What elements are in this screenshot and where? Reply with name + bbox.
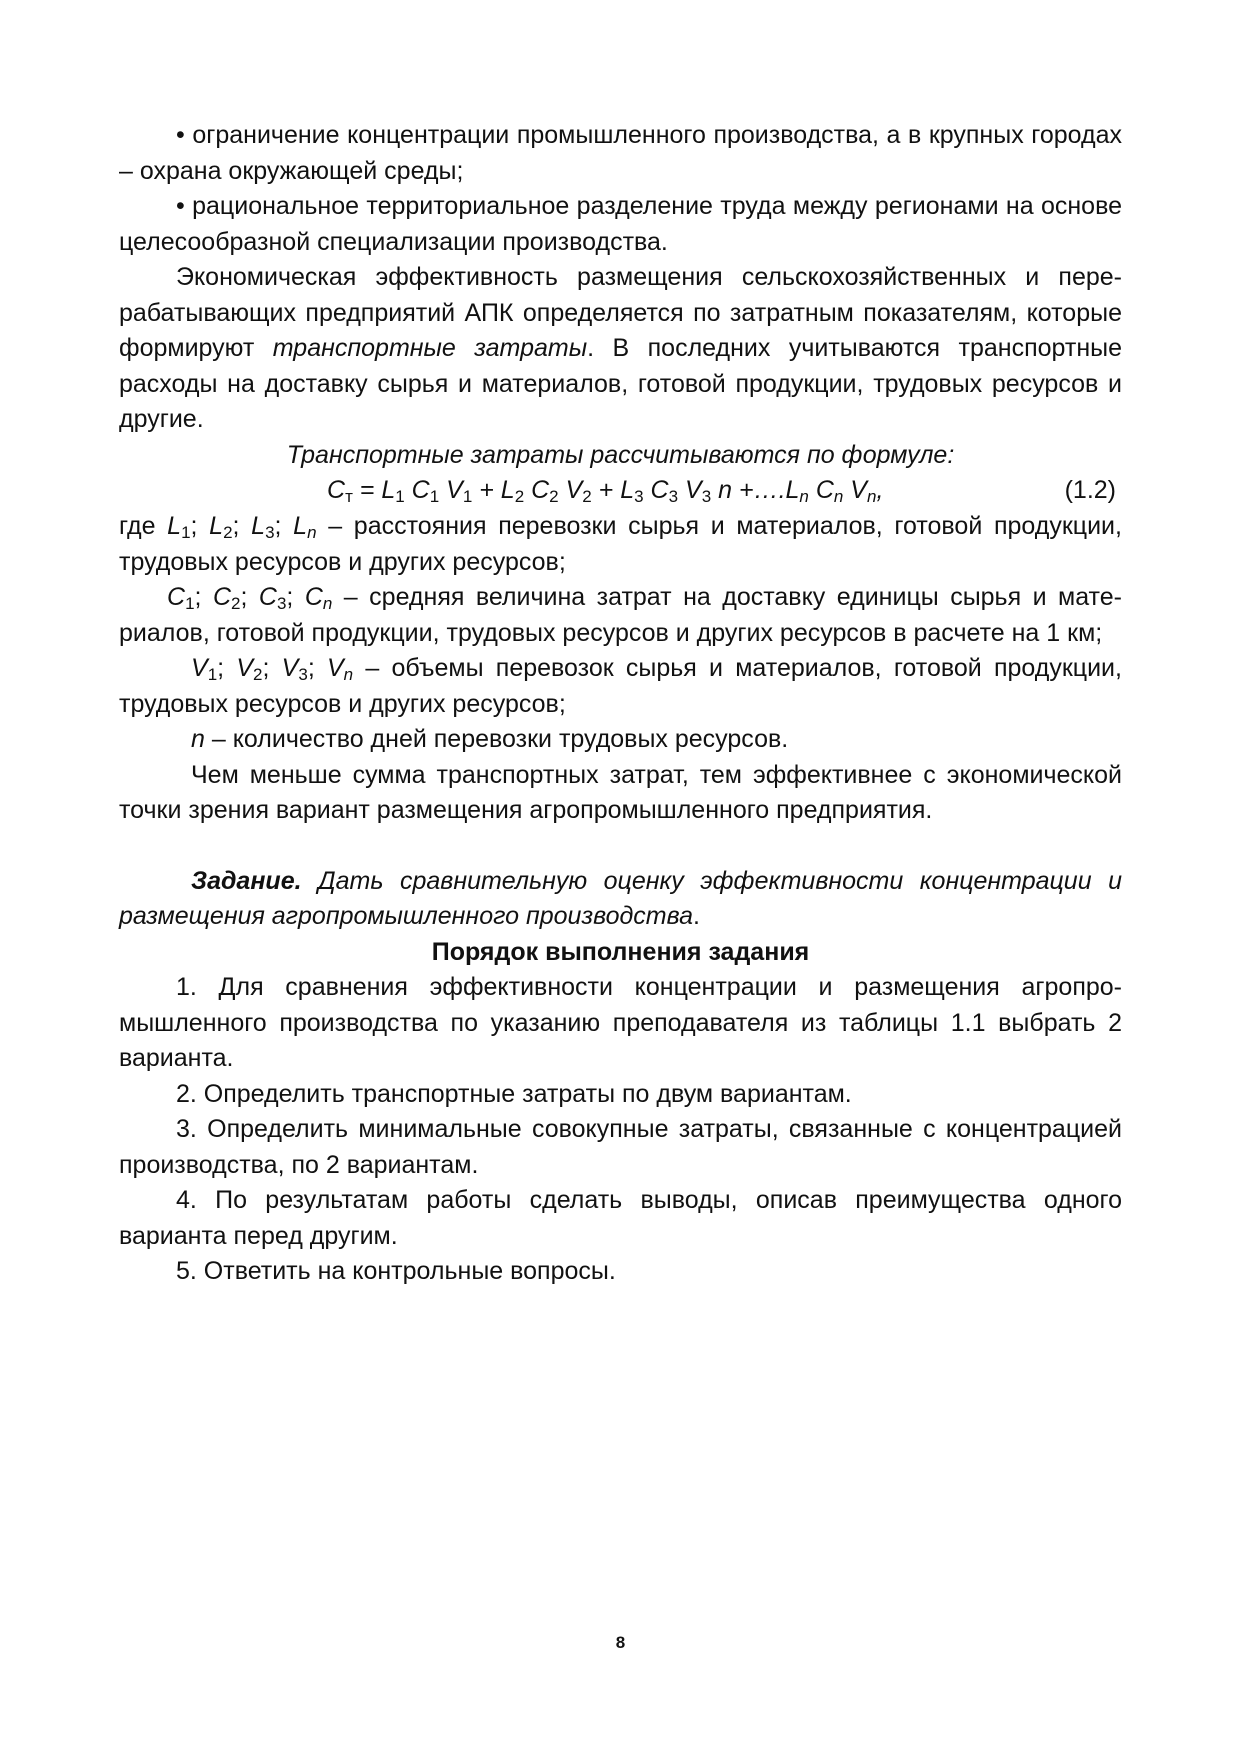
task-paragraph: Задание. Дать сравнительную оценку эффективности концентрации и размещения агропромышленного производства.: [119, 866, 1122, 930]
definition-C: $C_1$; $C_2$; $C_3$; $C_n$ – средняя величина затрат на доставку единицы сырья и материалов, готовой продукции, трудовых ресурсов и других ресурсов в расчете на 1 км;: [119, 583, 1122, 647]
procedure-step-2: 2. Определить транспортные затраты по двум вариантам.: [176, 1079, 852, 1108]
equation-number: (1.2): [1064, 476, 1116, 504]
definition-L: где $L_1$; $L_2$; $L_3$; $L_n$ – расстояния перевозки сырья и материалов, готовой продукции, трудовых ресурсов и других ресурсов;: [119, 512, 1122, 576]
procedure-step-5: 5. Ответить на контрольные вопросы.: [176, 1257, 616, 1285]
section-gap: [119, 829, 1122, 864]
conclusion-paragraph: Чем меньше сумма транспортных затрат, тем эффективнее с экономической точки зрения вариант размещения агропромышленного предприятия.: [119, 760, 1122, 824]
formula-row: [119, 473, 1122, 509]
formula-intro: Транспортные затраты рассчитываются по формуле:: [286, 440, 955, 469]
task-label: Задание.: [191, 866, 302, 895]
bullet-paragraph-2: • рациональное территориальное разделение труда между регионами на основе целесообразной специализации производства.: [119, 192, 1122, 256]
bullet-paragraph-1: • ограничение концентрации промышленного производства, а в крупных городах – охрана окружающей среды;: [119, 121, 1122, 185]
economic-efficiency-paragraph: [119, 260, 1122, 438]
econ-text-b: . В последних учитываются транспортные расходы на доставку сырья и материалов, готовой продукции, трудовых ресурсов и другие.: [119, 334, 1123, 433]
task-text: Дать сравнительную оценку эффективности концентрации и размещения агропромышленного производства: [119, 866, 1122, 930]
definition-V: $V_1$; $V_2$; $V_3$; $V_n$ – объемы перевозок сырья и материалов, готовой продукции, трудовых ресурсов и других ресурсов;: [119, 654, 1122, 718]
definition-n: n – количество дней перевозки трудовых ресурсов.: [191, 725, 789, 753]
econ-text-a: Экономическая эффективность размещения сельскохозяйственных и перерабатывающих предприятий АПК определяется по затратным показателям, которые формируют: [119, 263, 1122, 362]
procedure-heading: Порядок выполнения задания: [431, 937, 810, 966]
econ-italic-term: транспортные затраты: [272, 334, 588, 362]
procedure-step-1: 1. Для сравнения эффективности концентрации и размещения агропромышленного производства по указанию преподавателя из таблицы 1.1 выбрать 2 варианта.: [119, 973, 1122, 1072]
page-number: 8: [615, 1633, 626, 1652]
page-content: [119, 118, 1122, 1290]
transport-cost-formula: $C_т = L_1$ $C_1$ $V_1 + L_2$ $C_2$ $V_2 + L_3$ $C_3$ $V_3$ $n +\dots.L_n$ $C_n$ $V_n$,: [327, 476, 884, 506]
procedure-step-3: 3. Определить минимальные совокупные затраты, связанные с концентрацией производства, по 2 вариантам.: [119, 1115, 1122, 1179]
procedure-step-4: 4. По результатам работы сделать выводы, описав преимущества одного варианта перед другим.: [119, 1186, 1122, 1250]
